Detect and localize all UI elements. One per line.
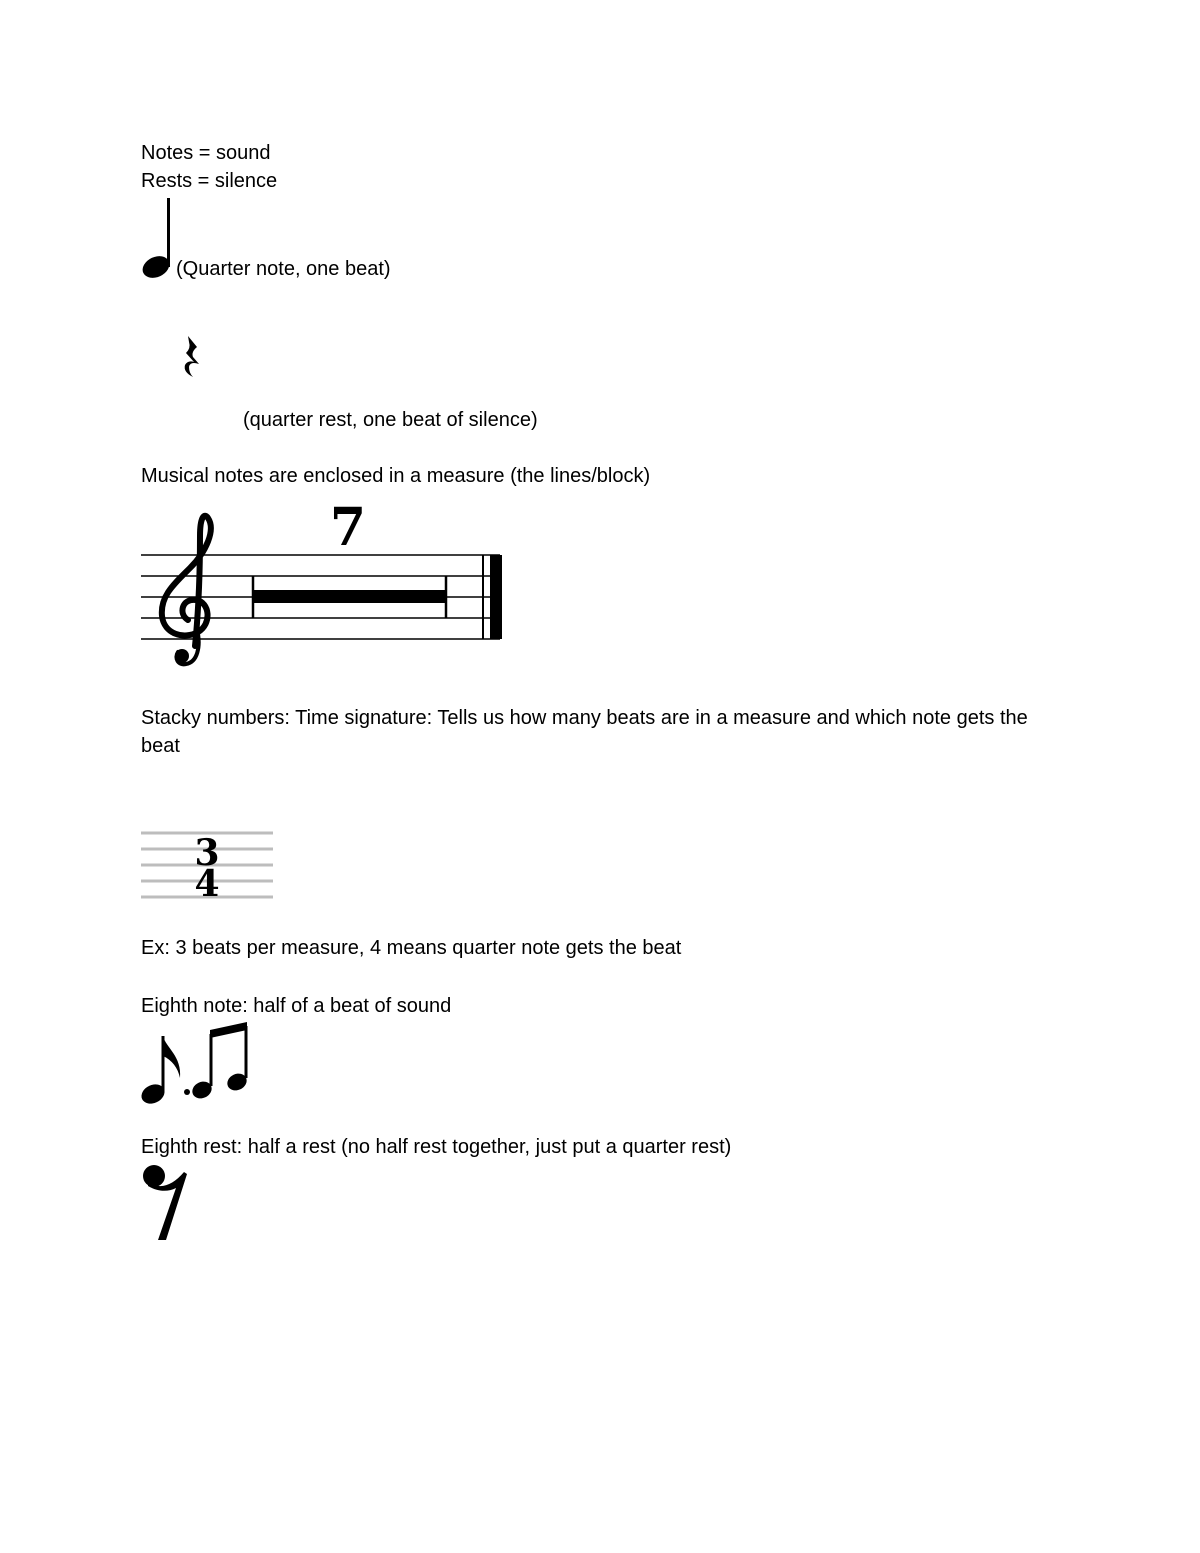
example-line: Ex: 3 beats per measure, 4 means quarter note gets the beat — [141, 937, 682, 959]
eighth-note-line: Eighth note: half of a beat of sound — [141, 995, 452, 1017]
quarter-note-caption: (Quarter note, one beat) — [176, 258, 391, 280]
time-signature-top: 3 — [194, 832, 220, 874]
quarter-rest-icon — [180, 334, 204, 380]
eighth-rest-line: Eighth rest: half a rest (no half rest together, just put a quarter rest) — [141, 1136, 732, 1158]
measure-line: Musical notes are enclosed in a measure (the lines/block) — [141, 465, 651, 487]
time-signature-bottom: 4 — [194, 863, 220, 904]
time-signature-line: Stacky numbers: Time signature: Tells us how many beats are in a measure and which note gets the beat — [141, 707, 1028, 757]
rests-silence-line: Rests = silence — [141, 170, 278, 192]
quarter-rest-caption: (quarter rest, one beat of silence) — [243, 409, 538, 431]
measure-figure — [138, 496, 508, 676]
measure-rest-count: 7 — [329, 497, 367, 558]
treble-clef-icon — [162, 516, 211, 665]
eighth-notes-icon — [138, 1020, 258, 1108]
multimeasure-rest-icon — [253, 576, 446, 618]
eighth-rest-icon — [140, 1162, 192, 1244]
quarter-note-icon — [138, 195, 178, 285]
time-signature-icon — [141, 828, 275, 904]
notes-sound-line: Notes = sound — [141, 142, 271, 164]
